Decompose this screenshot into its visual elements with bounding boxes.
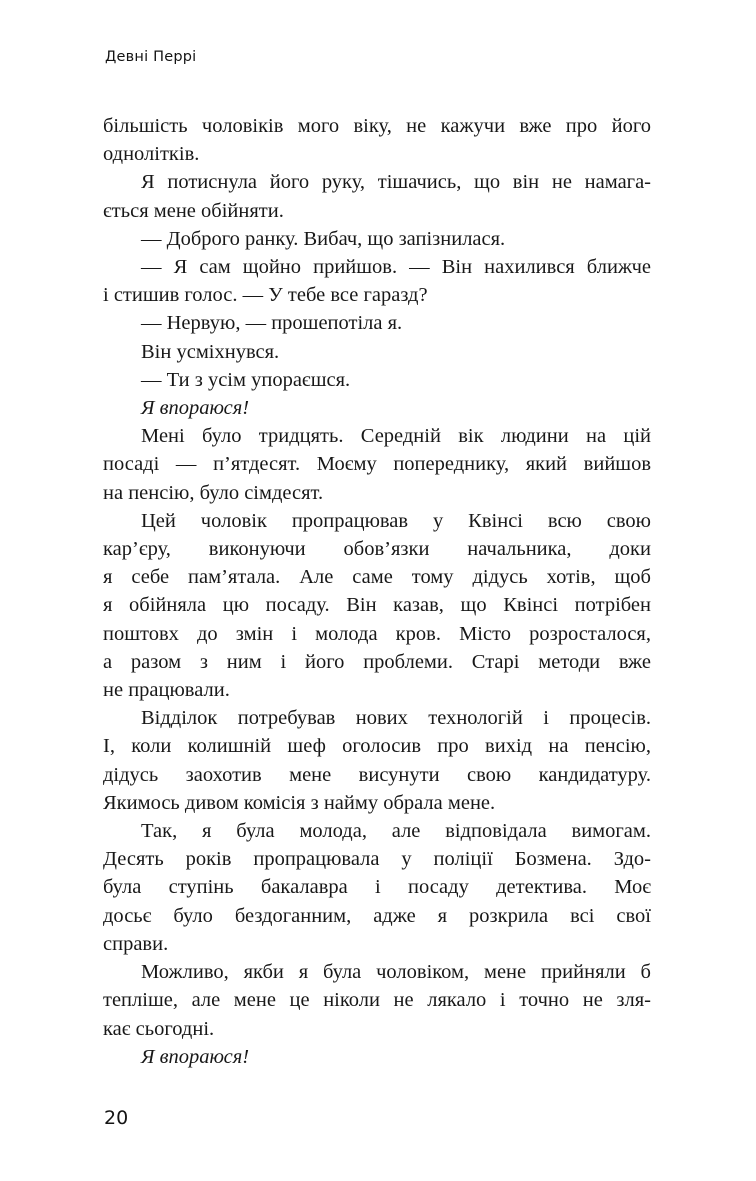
- running-header: Девні Перрі: [105, 49, 197, 65]
- text-line: — Нервую, — прошепотіла я.: [141, 312, 403, 335]
- paragraph: [103, 309, 651, 337]
- text-line: була ступінь бакалавра і посаду детектива. Моє: [103, 876, 651, 899]
- text-line: посаді — п’ятдесят. Моєму попереднику, який вийшов: [103, 453, 651, 476]
- text-line: справи.: [103, 932, 169, 955]
- text-line: Можливо, якби я була чоловіком, мене прийняли б: [141, 961, 651, 984]
- text-line: — Ти з усім упораєшся.: [141, 368, 351, 391]
- text-line: поштовх до змін і молода кров. Місто розросталося,: [103, 622, 651, 645]
- paragraph: [103, 253, 651, 309]
- paragraph: [103, 366, 651, 394]
- text-line: і стишив голос. — У тебе все гаразд?: [103, 284, 428, 307]
- text-line: Я впораюся!: [141, 1045, 250, 1068]
- text-line: а разом з ним і його проблеми. Старі методи вже: [103, 650, 651, 673]
- text-line: Так, я була молода, але відповідала вимогам.: [141, 820, 651, 843]
- text-line: ється мене обійняти.: [103, 199, 284, 222]
- text-line: — Доброго ранку. Вибач, що запізнилася.: [141, 227, 506, 250]
- paragraph: [103, 225, 651, 253]
- text-line: кар’єру, виконуючи обов’язки начальника, доки: [103, 538, 651, 561]
- paragraph: [103, 507, 651, 704]
- text-line: дідусь заохотив мене висунути свою кандидатуру.: [103, 763, 651, 786]
- paragraph: [103, 422, 651, 507]
- paragraph: [103, 704, 651, 817]
- text-line: І, коли колишній шеф оголосив про вихід на пенсію,: [103, 735, 651, 758]
- text-line: тепліше, але мене це ніколи не лякало і точно не зля-: [103, 989, 651, 1012]
- paragraph: [103, 394, 651, 422]
- text-line: досьє було бездоганним, адже я розкрила всі свої: [103, 904, 651, 927]
- text-line: Він усміхнувся.: [141, 340, 280, 363]
- text-line: Відділок потребував нових технологій і процесів.: [141, 707, 651, 730]
- paragraph: [103, 958, 651, 1043]
- paragraph: [103, 817, 651, 958]
- paragraph: [103, 338, 651, 366]
- text-line: кає сьогодні.: [103, 1017, 215, 1040]
- text-line: Я потиснула його руку, тішачись, що він не намага-: [141, 171, 651, 194]
- text-line: Мені було тридцять. Середній вік людини на цій: [141, 425, 651, 448]
- text-line: більшість чоловіків мого віку, не кажучи вже про його: [103, 115, 651, 137]
- text-line: Якимось дивом комісія з найму обрала мене.: [103, 791, 496, 814]
- text-line: однолітків.: [103, 143, 200, 166]
- text-line: Я впораюся!: [141, 397, 250, 420]
- text-line: не працювали.: [103, 679, 230, 702]
- text-line: — Я сам щойно прийшов. — Він нахилився ближче: [141, 256, 651, 279]
- text-line: Цей чоловік пропрацював у Квінсі всю свою: [141, 509, 651, 532]
- text-line: я себе пам’ятала. Але саме тому дідусь хотів, щоб: [103, 566, 651, 589]
- text-line: Десять років пропрацювала у поліції Бозмена. Здо-: [103, 848, 651, 871]
- paragraph: [103, 168, 651, 224]
- body-text: [103, 112, 651, 1071]
- paragraph: [103, 1043, 651, 1071]
- text-line: на пенсію, було сімдесят.: [103, 481, 324, 504]
- page-number: 20: [104, 1107, 129, 1129]
- paragraph: [103, 112, 651, 168]
- text-line: я обійняла цю посаду. Він казав, що Квінсі потрібен: [103, 594, 651, 617]
